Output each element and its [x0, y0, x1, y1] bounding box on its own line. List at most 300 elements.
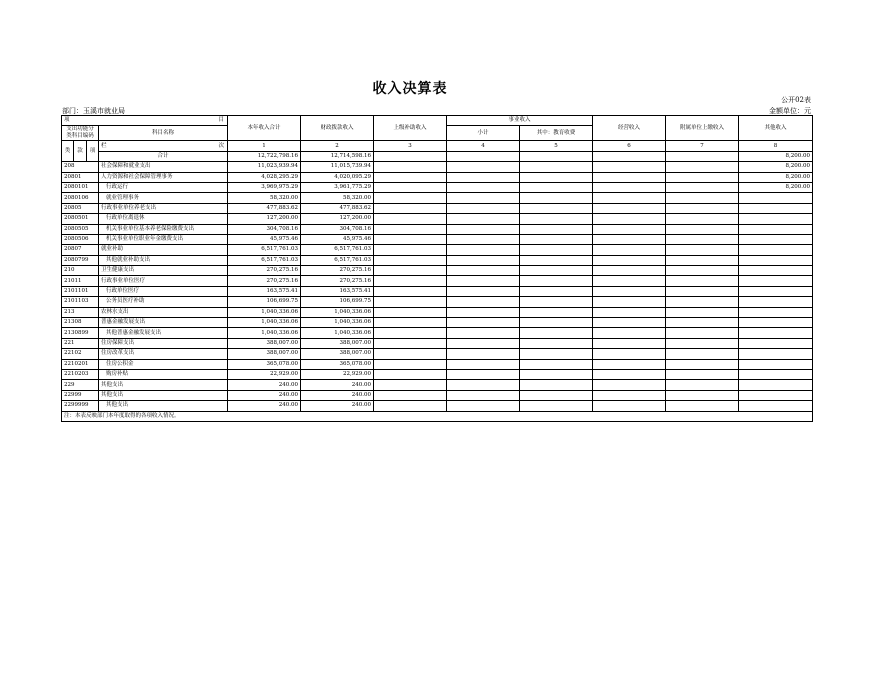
row-operating	[593, 276, 666, 286]
row-other	[739, 193, 813, 203]
row-fiscal: 6,517,761.03	[301, 255, 374, 265]
row-code: 2080506	[62, 234, 99, 244]
row-operating	[593, 214, 666, 224]
row-edu	[520, 380, 593, 390]
row-upper	[374, 203, 447, 213]
row-total: 240.00	[228, 390, 301, 400]
total-operating	[593, 151, 666, 161]
row-edu	[520, 369, 593, 379]
row-name: 其他支出	[99, 390, 228, 400]
row-total: 3,969,975.29	[228, 182, 301, 192]
header-func-code: 支出功能分类科目编码	[62, 126, 99, 141]
row-fiscal: 304,708.16	[301, 224, 374, 234]
row-subtotal	[447, 369, 520, 379]
page-title: 收入决算表	[372, 81, 448, 97]
total-upper	[374, 151, 447, 161]
row-upper	[374, 369, 447, 379]
row-subtotal	[447, 255, 520, 265]
row-total: 1,040,336.06	[228, 328, 301, 338]
row-edu	[520, 245, 593, 255]
row-operating	[593, 172, 666, 182]
income-table	[61, 115, 813, 422]
table-row	[62, 349, 813, 359]
row-subtotal	[447, 234, 520, 244]
row-code: 2080799	[62, 255, 99, 265]
row-other	[739, 359, 813, 369]
row-other	[739, 224, 813, 234]
row-subtotal	[447, 193, 520, 203]
header-affiliated-income: 附属单位上缴收入	[666, 116, 739, 141]
row-subtotal	[447, 203, 520, 213]
total-label: 合计	[99, 151, 228, 161]
row-subtotal	[447, 349, 520, 359]
row-affiliated	[666, 401, 739, 411]
row-subtotal	[447, 338, 520, 348]
row-code: 2210201	[62, 359, 99, 369]
row-name: 行政事业单位医疗	[99, 276, 228, 286]
row-affiliated	[666, 172, 739, 182]
row-fiscal: 240.00	[301, 401, 374, 411]
row-operating	[593, 380, 666, 390]
row-other: 8,200.00	[739, 182, 813, 192]
row-upper	[374, 390, 447, 400]
row-name: 就业补助	[99, 245, 228, 255]
row-operating	[593, 318, 666, 328]
row-subtotal	[447, 276, 520, 286]
row-fiscal: 127,200.00	[301, 214, 374, 224]
row-fiscal: 388,007.00	[301, 349, 374, 359]
row-edu	[520, 172, 593, 182]
row-upper	[374, 318, 447, 328]
row-edu	[520, 182, 593, 192]
row-affiliated	[666, 162, 739, 172]
table-row	[62, 307, 813, 317]
col-num-3: 3	[374, 141, 447, 151]
row-affiliated	[666, 276, 739, 286]
row-other	[739, 349, 813, 359]
row-total: 240.00	[228, 380, 301, 390]
row-fiscal: 163,575.41	[301, 286, 374, 296]
row-name: 机关事业单位职业年金缴费支出	[99, 234, 228, 244]
row-edu	[520, 214, 593, 224]
table-row	[62, 214, 813, 224]
row-code: 21308	[62, 318, 99, 328]
row-fiscal: 270,275.16	[301, 276, 374, 286]
row-total: 365,078.00	[228, 359, 301, 369]
total-affiliated	[666, 151, 739, 161]
row-subtotal	[447, 297, 520, 307]
row-total: 388,007.00	[228, 349, 301, 359]
row-code: 2299999	[62, 401, 99, 411]
row-code: 2210203	[62, 369, 99, 379]
row-fiscal: 1,040,336.06	[301, 307, 374, 317]
row-code: 210	[62, 266, 99, 276]
row-upper	[374, 224, 447, 234]
row-operating	[593, 328, 666, 338]
row-other	[739, 286, 813, 296]
col-num-5: 5	[520, 141, 593, 151]
row-subtotal	[447, 307, 520, 317]
table-row	[62, 390, 813, 400]
row-edu	[520, 349, 593, 359]
row-operating	[593, 162, 666, 172]
row-total: 22,929.00	[228, 369, 301, 379]
row-upper	[374, 255, 447, 265]
row-operating	[593, 193, 666, 203]
row-code: 2080101	[62, 182, 99, 192]
row-other	[739, 266, 813, 276]
row-code: 20807	[62, 245, 99, 255]
row-fiscal: 22,929.00	[301, 369, 374, 379]
row-edu	[520, 401, 593, 411]
row-subtotal	[447, 328, 520, 338]
row-total: 163,575.41	[228, 286, 301, 296]
row-other	[739, 328, 813, 338]
table-row	[62, 266, 813, 276]
col-num-8: 8	[739, 141, 813, 151]
table-row	[62, 286, 813, 296]
row-upper	[374, 307, 447, 317]
row-edu	[520, 286, 593, 296]
row-upper	[374, 328, 447, 338]
row-name: 普惠金融发展支出	[99, 318, 228, 328]
row-upper	[374, 338, 447, 348]
row-operating	[593, 390, 666, 400]
row-upper	[374, 214, 447, 224]
row-fiscal: 3,961,775.29	[301, 182, 374, 192]
row-operating	[593, 255, 666, 265]
row-upper	[374, 401, 447, 411]
row-affiliated	[666, 234, 739, 244]
row-name: 行政事业单位养老支出	[99, 203, 228, 213]
row-subtotal	[447, 318, 520, 328]
row-upper	[374, 276, 447, 286]
row-total: 106,699.75	[228, 297, 301, 307]
row-subtotal	[447, 266, 520, 276]
row-other	[739, 307, 813, 317]
row-code: 2080501	[62, 214, 99, 224]
row-code: 229	[62, 380, 99, 390]
row-edu	[520, 390, 593, 400]
row-total: 58,320.00	[228, 193, 301, 203]
row-other	[739, 234, 813, 244]
table-row	[62, 162, 813, 172]
row-subtotal	[447, 224, 520, 234]
row-other	[739, 380, 813, 390]
row-total: 6,517,761.03	[228, 245, 301, 255]
col-num-2: 2	[301, 141, 374, 151]
note-row	[62, 411, 813, 421]
row-affiliated	[666, 349, 739, 359]
row-subtotal	[447, 390, 520, 400]
row-affiliated	[666, 255, 739, 265]
row-edu	[520, 203, 593, 213]
row-subtotal	[447, 380, 520, 390]
row-affiliated	[666, 214, 739, 224]
row-upper	[374, 245, 447, 255]
table-row	[62, 359, 813, 369]
row-other	[739, 401, 813, 411]
row-affiliated	[666, 266, 739, 276]
row-affiliated	[666, 297, 739, 307]
row-name: 其他支出	[99, 401, 228, 411]
table-row	[62, 369, 813, 379]
row-name: 其他就业补助支出	[99, 255, 228, 265]
row-edu	[520, 266, 593, 276]
header-edu-fee: 其中：教育收费	[520, 126, 593, 141]
row-code: 2101103	[62, 297, 99, 307]
row-name: 卫生健康支出	[99, 266, 228, 276]
row-total: 1,040,336.06	[228, 318, 301, 328]
row-upper	[374, 162, 447, 172]
row-upper	[374, 193, 447, 203]
row-operating	[593, 349, 666, 359]
table-row	[62, 328, 813, 338]
row-operating	[593, 286, 666, 296]
header-xiang: 项	[87, 141, 99, 162]
row-total: 270,275.16	[228, 276, 301, 286]
table-row	[62, 401, 813, 411]
row-code: 2130899	[62, 328, 99, 338]
row-subtotal	[447, 214, 520, 224]
row-edu	[520, 193, 593, 203]
header-total-income: 本年收入合计	[228, 116, 301, 141]
row-fiscal: 388,007.00	[301, 338, 374, 348]
row-affiliated	[666, 338, 739, 348]
row-other	[739, 297, 813, 307]
row-edu	[520, 276, 593, 286]
row-other	[739, 203, 813, 213]
row-total: 4,028,295.29	[228, 172, 301, 182]
row-name: 住房保障支出	[99, 338, 228, 348]
row-affiliated	[666, 182, 739, 192]
row-edu	[520, 162, 593, 172]
row-fiscal: 58,320.00	[301, 193, 374, 203]
table-row	[62, 380, 813, 390]
row-fiscal: 6,517,761.03	[301, 245, 374, 255]
total-other: 8,200.00	[739, 151, 813, 161]
row-code: 213	[62, 307, 99, 317]
row-upper	[374, 359, 447, 369]
row-operating	[593, 182, 666, 192]
row-name: 住房公积金	[99, 359, 228, 369]
row-subtotal	[447, 245, 520, 255]
table-row	[62, 203, 813, 213]
row-affiliated	[666, 286, 739, 296]
row-name: 人力资源和社会保障管理事务	[99, 172, 228, 182]
row-fiscal: 45,975.46	[301, 234, 374, 244]
row-operating	[593, 401, 666, 411]
row-code: 22102	[62, 349, 99, 359]
row-other	[739, 276, 813, 286]
row-name: 住房改革支出	[99, 349, 228, 359]
row-subtotal	[447, 162, 520, 172]
row-affiliated	[666, 359, 739, 369]
row-upper	[374, 286, 447, 296]
row-total: 304,708.16	[228, 224, 301, 234]
row-other: 8,200.00	[739, 172, 813, 182]
row-edu	[520, 224, 593, 234]
row-operating	[593, 224, 666, 234]
table-row	[62, 297, 813, 307]
table-row	[62, 234, 813, 244]
row-affiliated	[666, 307, 739, 317]
header-lanci-cell	[99, 141, 228, 151]
row-affiliated	[666, 245, 739, 255]
row-upper	[374, 266, 447, 276]
row-subtotal	[447, 172, 520, 182]
row-affiliated	[666, 318, 739, 328]
row-code: 20801	[62, 172, 99, 182]
row-operating	[593, 369, 666, 379]
row-operating	[593, 266, 666, 276]
row-total: 388,007.00	[228, 338, 301, 348]
row-upper	[374, 297, 447, 307]
row-code: 221	[62, 338, 99, 348]
row-name: 机关事业单位基本养老保险缴费支出	[99, 224, 228, 234]
total-total: 12,722,798.16	[228, 151, 301, 161]
row-fiscal: 106,699.75	[301, 297, 374, 307]
row-affiliated	[666, 224, 739, 234]
row-name: 其他支出	[99, 380, 228, 390]
row-operating	[593, 338, 666, 348]
row-total: 477,883.62	[228, 203, 301, 213]
department-label: 部门：玉溪市就业局	[62, 107, 125, 115]
row-name: 其他普惠金融发展支出	[99, 328, 228, 338]
col-num-6: 6	[593, 141, 666, 151]
row-name: 社会保障和就业支出	[99, 162, 228, 172]
row-name: 行政单位离退休	[99, 214, 228, 224]
row-operating	[593, 203, 666, 213]
header-ci: 次	[218, 142, 225, 149]
row-name: 购房补贴	[99, 369, 228, 379]
col-num-1: 1	[228, 141, 301, 151]
amount-unit: 金额单位：元	[769, 107, 811, 115]
row-code: 2101101	[62, 286, 99, 296]
row-name: 农林水支出	[99, 307, 228, 317]
row-operating	[593, 234, 666, 244]
table-row	[62, 172, 813, 182]
table-row	[62, 193, 813, 203]
row-upper	[374, 349, 447, 359]
header-operating-income: 经营收入	[593, 116, 666, 141]
row-fiscal: 11,015,739.94	[301, 162, 374, 172]
row-affiliated	[666, 380, 739, 390]
row-name: 行政单位医疗	[99, 286, 228, 296]
row-code: 2080505	[62, 224, 99, 234]
table-row	[62, 255, 813, 265]
row-other	[739, 369, 813, 379]
row-code: 22999	[62, 390, 99, 400]
total-fiscal: 12,714,598.16	[301, 151, 374, 161]
row-edu	[520, 255, 593, 265]
row-other	[739, 318, 813, 328]
header-subject-name: 科目名称	[99, 126, 228, 141]
col-num-4: 4	[447, 141, 520, 151]
header-other-income: 其他收入	[739, 116, 813, 141]
row-fiscal: 240.00	[301, 390, 374, 400]
row-upper	[374, 172, 447, 182]
header-lan: 栏	[101, 142, 107, 149]
row-other: 8,200.00	[739, 162, 813, 172]
col-num-7: 7	[666, 141, 739, 151]
row-edu	[520, 307, 593, 317]
row-fiscal: 4,020,095.29	[301, 172, 374, 182]
form-code: 公开02表	[781, 96, 811, 104]
row-operating	[593, 359, 666, 369]
row-subtotal	[447, 286, 520, 296]
row-fiscal: 365,078.00	[301, 359, 374, 369]
header-lei: 类	[62, 141, 74, 162]
row-subtotal	[447, 359, 520, 369]
row-edu	[520, 338, 593, 348]
header-fiscal-income: 财政拨款收入	[301, 116, 374, 141]
row-affiliated	[666, 369, 739, 379]
total-row	[62, 151, 813, 161]
row-name: 就业管理事务	[99, 193, 228, 203]
total-edu	[520, 151, 593, 161]
row-operating	[593, 297, 666, 307]
row-fiscal: 240.00	[301, 380, 374, 390]
table-row	[62, 276, 813, 286]
table-row	[62, 182, 813, 192]
row-total: 11,023,939.94	[228, 162, 301, 172]
row-other	[739, 338, 813, 348]
row-edu	[520, 297, 593, 307]
row-fiscal: 1,040,336.06	[301, 318, 374, 328]
header-project: 项	[64, 117, 70, 124]
row-name: 公务员医疗补助	[99, 297, 228, 307]
row-upper	[374, 380, 447, 390]
row-fiscal: 1,040,336.06	[301, 328, 374, 338]
row-other	[739, 255, 813, 265]
row-code: 2080106	[62, 193, 99, 203]
header-upper-subsidy: 上级补助收入	[374, 116, 447, 141]
row-operating	[593, 307, 666, 317]
row-code: 20805	[62, 203, 99, 213]
table-row	[62, 318, 813, 328]
row-total: 45,975.46	[228, 234, 301, 244]
row-total: 240.00	[228, 401, 301, 411]
row-fiscal: 270,275.16	[301, 266, 374, 276]
row-code: 208	[62, 162, 99, 172]
table-row	[62, 338, 813, 348]
row-other	[739, 245, 813, 255]
table-note: 注：本表反映部门本年度取得的各项收入情况。	[62, 411, 813, 421]
row-total: 127,200.00	[228, 214, 301, 224]
row-name: 行政运行	[99, 182, 228, 192]
row-affiliated	[666, 390, 739, 400]
row-edu	[520, 234, 593, 244]
row-total: 270,275.16	[228, 266, 301, 276]
header-project-right: 目	[218, 117, 225, 124]
row-upper	[374, 182, 447, 192]
row-other	[739, 214, 813, 224]
row-edu	[520, 318, 593, 328]
row-subtotal	[447, 182, 520, 192]
row-other	[739, 390, 813, 400]
row-edu	[520, 359, 593, 369]
row-code: 21011	[62, 276, 99, 286]
row-fiscal: 477,883.62	[301, 203, 374, 213]
header-subtotal: 小计	[447, 126, 520, 141]
header-project-cell	[62, 116, 228, 126]
row-subtotal	[447, 401, 520, 411]
row-total: 1,040,336.06	[228, 307, 301, 317]
row-total: 6,517,761.03	[228, 255, 301, 265]
row-operating	[593, 245, 666, 255]
row-affiliated	[666, 193, 739, 203]
